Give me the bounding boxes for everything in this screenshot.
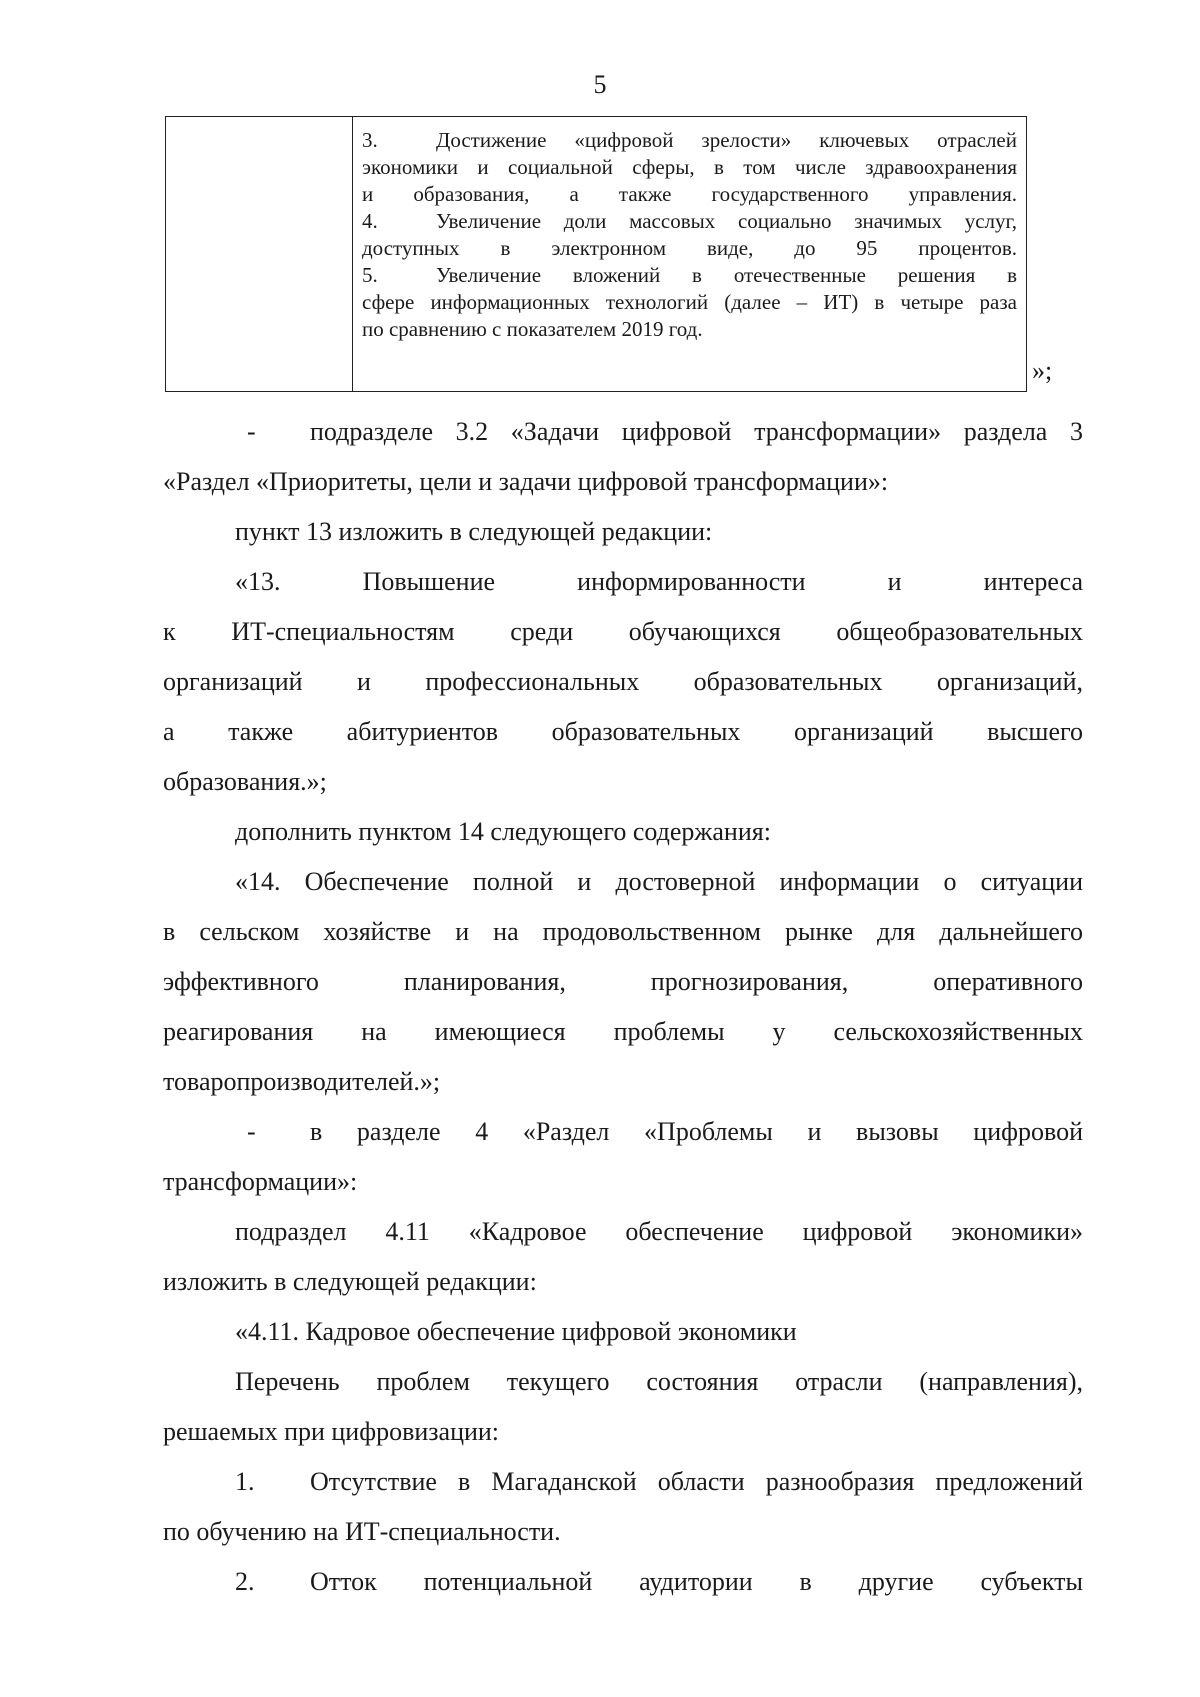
body-line: образования.»; <box>163 767 327 796</box>
body-line: в сельском хозяйстве и на продовольственном рынке для дальнейшего <box>163 917 1083 946</box>
table-left-cell <box>166 117 353 391</box>
body-line: к ИТ-специальностям среди обучающихся общеобразовательных <box>163 617 1083 646</box>
item-number: 2. <box>235 1567 255 1596</box>
body-line: «13. Повышение информированности и интереса <box>235 567 1083 596</box>
body-line-text: подразделе 3.2 «Задачи цифровой трансформации» раздела 3 <box>310 417 1083 446</box>
table-item-line: Достижение «цифровой зрелости» ключевых отраслей <box>436 128 1017 152</box>
body-line: пункт 13 изложить в следующей редакции: <box>235 517 713 546</box>
body-line: подраздел 4.11 «Кадровое обеспечение цифровой экономики» <box>235 1217 1083 1246</box>
body-line: а также абитуриентов образовательных организаций высшего <box>163 717 1083 746</box>
body-line: трансформации»: <box>163 1167 358 1196</box>
body-line <box>163 407 1083 457</box>
body-line-text: в разделе 4 «Раздел «Проблемы и вызовы цифровой <box>310 1117 1083 1146</box>
body-line: реагирования на имеющиеся проблемы у сельскохозяйственных <box>163 1017 1083 1046</box>
table-item-line: и образования, а также государственного управления. <box>362 182 1017 206</box>
numbered-item <box>163 1557 1083 1607</box>
list-dash: - <box>247 417 256 446</box>
table-item-5 <box>362 262 1017 343</box>
list-dash: - <box>247 1117 256 1146</box>
table-item-line: сфере информационных технологий (далее – ИТ) в четыре раза <box>362 290 1017 314</box>
body-line: «Раздел «Приоритеты, цели и задачи цифровой трансформации»: <box>163 467 889 496</box>
page-number: 5 <box>593 70 607 99</box>
body-line: «14. Обеспечение полной и достоверной информации о ситуации <box>235 867 1083 896</box>
body-line <box>163 1107 1083 1157</box>
body-line: организаций и профессиональных образовательных организаций, <box>163 667 1083 696</box>
body-line-text: Отсутствие в Магаданской области разнообразия предложений <box>310 1467 1083 1496</box>
numbered-item <box>163 1457 1083 1507</box>
section-heading: «4.11. Кадровое обеспечение цифровой экономики <box>235 1317 797 1346</box>
item-number: 1. <box>235 1467 255 1496</box>
table-right-cell <box>353 117 1026 391</box>
table-item-number: 3. <box>362 128 378 152</box>
table-item-line: Увеличение доли массовых социально значимых услуг, <box>436 209 1017 233</box>
body-line: Перечень проблем текущего состояния отрасли (направления), <box>235 1367 1083 1396</box>
body-line: товаропроизводителей.»; <box>163 1067 441 1096</box>
body-line: решаемых при цифровизации: <box>163 1417 500 1446</box>
table-item-number: 5. <box>362 263 378 287</box>
table-closing-quote: »; <box>1032 356 1053 385</box>
body-line: эффективного планирования, прогнозирования, оперативного <box>163 967 1083 996</box>
goals-table <box>165 116 1027 392</box>
table-item-line: экономики и социальной сферы, в том числе здравоохранения <box>362 155 1017 179</box>
table-item-number: 4. <box>362 209 378 233</box>
body-line-text: Отток потенциальной аудитории в другие субъекты <box>310 1567 1083 1596</box>
table-item-line: Увеличение вложений в отечественные решения в <box>436 263 1017 287</box>
table-item-3 <box>362 127 1017 208</box>
table-item-line: доступных в электронном виде, до 95 процентов. <box>362 236 1017 260</box>
table-item-line: по сравнению с показателем 2019 год. <box>362 317 703 341</box>
table-item-4 <box>362 208 1017 262</box>
body-line: дополнить пунктом 14 следующего содержания: <box>235 817 771 846</box>
body-line: по обучению на ИТ-специальности. <box>163 1517 561 1546</box>
body-line: изложить в следующей редакции: <box>163 1267 537 1296</box>
document-body <box>163 407 1083 1607</box>
